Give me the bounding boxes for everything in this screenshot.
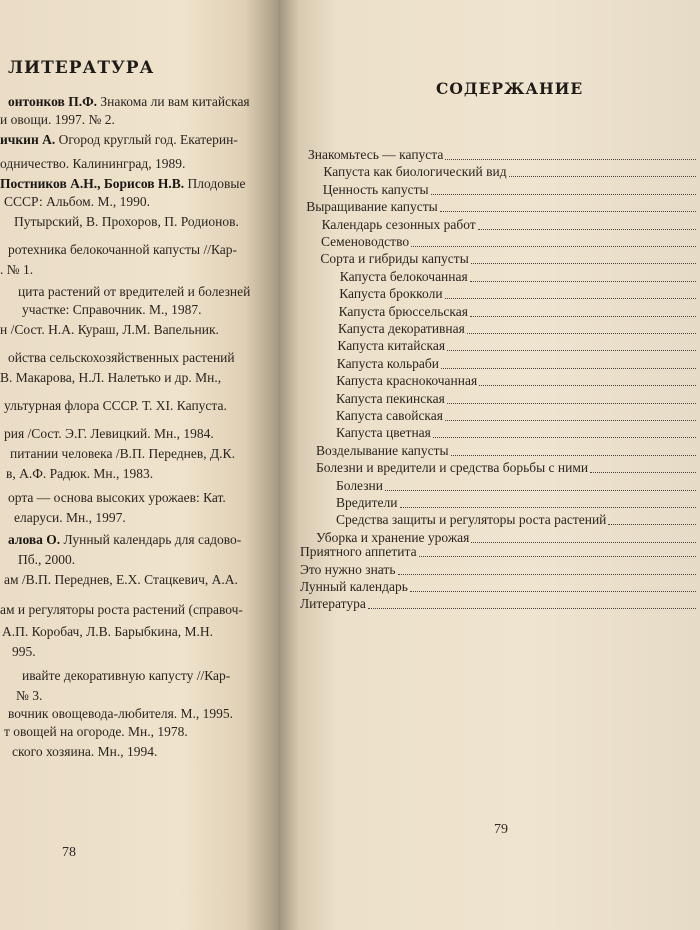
left-page-title: ЛИТЕРАТУРА [8, 58, 155, 78]
toc-dot-leader [368, 608, 696, 609]
toc-entry-label: Вредители [336, 495, 398, 510]
reference-text: . № 1. [0, 262, 34, 277]
reference-text: цита растений от вредителей и болезней [18, 284, 251, 299]
toc-entry [340, 268, 696, 285]
reference-line [12, 644, 36, 660]
toc-entry-label: Уборка и хранение урожая [316, 529, 470, 545]
toc-entry-label: Болезни и вредители и средства борьбы с ними [316, 460, 589, 476]
reference-line [0, 602, 243, 618]
toc-dot-leader [441, 368, 696, 369]
toc-dot-leader [509, 176, 696, 177]
toc-entry [336, 407, 696, 424]
reference-text: вочник овощевода-любителя. М., 1995. [8, 706, 234, 721]
reference-text: № 3. [16, 688, 43, 703]
toc-dot-leader [419, 556, 696, 557]
reference-line [14, 510, 126, 526]
reference-text: участке: Справочник. М., 1987. [22, 302, 202, 317]
toc-entry-label: Сорта и гибриды капусты [320, 251, 469, 267]
toc-entry [339, 285, 696, 302]
toc-dot-leader [433, 437, 696, 438]
toc-dot-leader [467, 333, 696, 334]
reference-text: В. Макарова, Н.Л. Налетько и др. Мн., [0, 370, 222, 385]
reference-line [8, 242, 237, 258]
reference-author: алова О. [8, 532, 61, 547]
reference-text: ойства сельскохозяйственных растений [8, 350, 235, 365]
reference-author: Постников А.Н., Борисов Н.В. [0, 176, 185, 191]
reference-line [16, 688, 42, 704]
reference-text: орта — основа высоких урожаев: Кат. [8, 490, 226, 505]
toc-entry-label: Семеноводство [321, 234, 410, 249]
reference-text: Лунный календарь для садово- [60, 532, 242, 547]
toc-entry [316, 442, 696, 459]
reference-line [0, 156, 185, 172]
reference-line [4, 398, 227, 414]
reference-line [4, 724, 188, 740]
reference-line [14, 214, 239, 230]
toc-dot-leader [590, 472, 696, 473]
reference-text: н /Сост. Н.А. Кураш, Л.М. Вапельник. [0, 322, 219, 337]
toc-entry [321, 233, 696, 250]
reference-line [4, 426, 214, 442]
toc-entry-label: Это нужно знать [300, 561, 396, 577]
reference-line [8, 532, 241, 548]
toc-entry [308, 146, 696, 163]
reference-line [0, 176, 245, 192]
toc-dot-leader [445, 420, 696, 421]
reference-line [8, 490, 226, 506]
reference-line [8, 94, 250, 110]
toc-dot-leader [411, 246, 696, 247]
toc-entry-label: Болезни [336, 477, 383, 493]
toc-entry [300, 578, 696, 595]
toc-dot-leader [447, 350, 696, 351]
toc-entry-label: Капуста как биологический вид [323, 164, 507, 180]
reference-line [0, 322, 219, 338]
toc-dot-leader [451, 455, 696, 456]
reference-text: Плодовые [184, 176, 246, 191]
toc-entry [300, 595, 696, 612]
toc-dot-leader [445, 159, 696, 160]
toc-entry [339, 303, 696, 320]
reference-text: ам /В.П. Переднев, Е.Х. Стацкевич, А.А. [4, 572, 238, 587]
reference-text: еларуси. Мн., 1997. [14, 510, 126, 525]
toc-entry [336, 511, 696, 528]
toc-entry-label: Капуста белокочанная [339, 268, 468, 284]
toc-entry-label: Приятного аппетита [300, 544, 417, 560]
right-page [278, 0, 700, 930]
left-page [0, 0, 278, 930]
toc-entry-label: Возделывание капусты [316, 442, 449, 458]
toc-dot-leader [479, 385, 696, 386]
reference-text: СССР: Альбом. М., 1990. [4, 194, 150, 209]
reference-text: А.П. Коробач, Л.В. Барыбкина, М.Н. [2, 624, 214, 639]
toc-entry-label: Капуста декоративная [338, 321, 465, 336]
toc-entry-label: Капуста брюссельская [338, 303, 468, 319]
right-page-number: 79 [494, 822, 508, 837]
reference-line [0, 262, 33, 278]
toc-entry [338, 320, 696, 337]
toc-entry [337, 337, 696, 354]
reference-text: ского хозяина. Мн., 1994. [12, 744, 158, 759]
reference-text: ультурная флора СССР. Т. XI. Капуста. [4, 398, 227, 413]
reference-line [22, 668, 230, 684]
toc-entry-label: Капуста савойская [336, 408, 443, 423]
toc-entry [320, 250, 696, 267]
toc-dot-leader [470, 316, 696, 317]
toc-dot-leader [410, 591, 696, 592]
reference-text: в, А.Ф. Радюк. Мн., 1983. [6, 466, 154, 481]
reference-line [0, 132, 238, 148]
toc-entry-label: Литература [300, 596, 366, 612]
toc-dot-leader [385, 490, 696, 491]
toc-entry-label: Капуста краснокочанная [336, 373, 478, 389]
toc-dot-leader [440, 211, 696, 212]
toc-entry [336, 424, 696, 441]
toc-entry-label: Капуста цветная [336, 425, 431, 441]
reference-author: онтонков П.Ф. [8, 94, 98, 109]
toc-entry [300, 543, 696, 560]
toc-entry-label: Календарь сезонных работ [321, 216, 476, 232]
reference-text: ивайте декоративную капусту //Кар- [22, 668, 231, 683]
left-page-number: 78 [62, 845, 76, 860]
reference-line [12, 744, 157, 760]
reference-text: т овощей на огороде. Мн., 1978. [4, 724, 188, 739]
reference-line [18, 284, 250, 300]
toc-entry [322, 216, 696, 233]
toc-dot-leader [608, 524, 696, 525]
reference-text: 995. [12, 644, 36, 659]
toc-entry [336, 372, 696, 389]
reference-text: и овощи. 1997. № 2. [0, 112, 115, 127]
toc-entry-label: Выращивание капусты [306, 199, 438, 215]
reference-line [2, 624, 213, 640]
reference-line [8, 350, 235, 366]
toc-entry-label: Капуста китайская [337, 338, 446, 354]
reference-line [8, 706, 233, 722]
toc-dot-leader [470, 281, 696, 282]
toc-dot-leader [447, 403, 696, 404]
toc-dot-leader [431, 194, 696, 195]
reference-line [6, 466, 153, 482]
toc-entry [337, 355, 696, 372]
reference-line [0, 370, 221, 386]
toc-entry [300, 561, 696, 578]
toc-dot-leader [398, 574, 697, 575]
reference-text: Огород круглый год. Екатерин- [55, 132, 238, 147]
toc-entry [323, 163, 696, 180]
toc-entry [336, 390, 696, 407]
toc-entry-label: Капуста брокколи [339, 286, 443, 302]
toc-entry-label: Знакомьтесь — капуста [308, 147, 444, 162]
reference-text: Пб., 2000. [18, 552, 76, 567]
reference-line [18, 552, 75, 568]
reference-text: рия /Сост. Э.Г. Левицкий. Мн., 1984. [4, 426, 214, 441]
reference-line [4, 194, 150, 210]
reference-text: Знакома ли вам китайская [97, 94, 250, 109]
reference-text: одничество. Калининград, 1989. [0, 156, 186, 171]
toc-entry [306, 198, 696, 215]
toc-entry [323, 181, 696, 198]
reference-line [0, 112, 115, 128]
reference-text: питании человека /В.П. Переднев, Д.К. [10, 446, 235, 461]
toc-entry-label: Капуста пекинская [336, 390, 445, 406]
toc-entry-label: Капуста кольраби [336, 355, 440, 371]
toc-dot-leader [471, 263, 696, 264]
toc-dot-leader [445, 298, 696, 299]
toc-entry [316, 459, 696, 476]
toc-dot-leader [400, 507, 696, 508]
reference-author: ичкин А. [0, 132, 56, 147]
reference-line [10, 446, 235, 462]
toc-entry [336, 477, 696, 494]
toc-entry-label: Ценность капусты [322, 181, 429, 197]
toc-entry-label: Лунный календарь [300, 579, 408, 594]
reference-text: ротехника белокочанной капусты //Кар- [8, 242, 238, 257]
reference-line [22, 302, 201, 318]
right-page-title: СОДЕРЖАНИЕ [436, 79, 584, 98]
reference-text: Путырский, В. Прохоров, П. Родионов. [14, 214, 239, 229]
toc-dot-leader [478, 229, 696, 230]
reference-text: ам и регуляторы роста растений (справоч- [0, 602, 243, 617]
toc-entry-label: Средства защиты и регуляторы роста растений [336, 512, 607, 528]
toc-entry [336, 494, 696, 511]
reference-line [4, 572, 238, 588]
